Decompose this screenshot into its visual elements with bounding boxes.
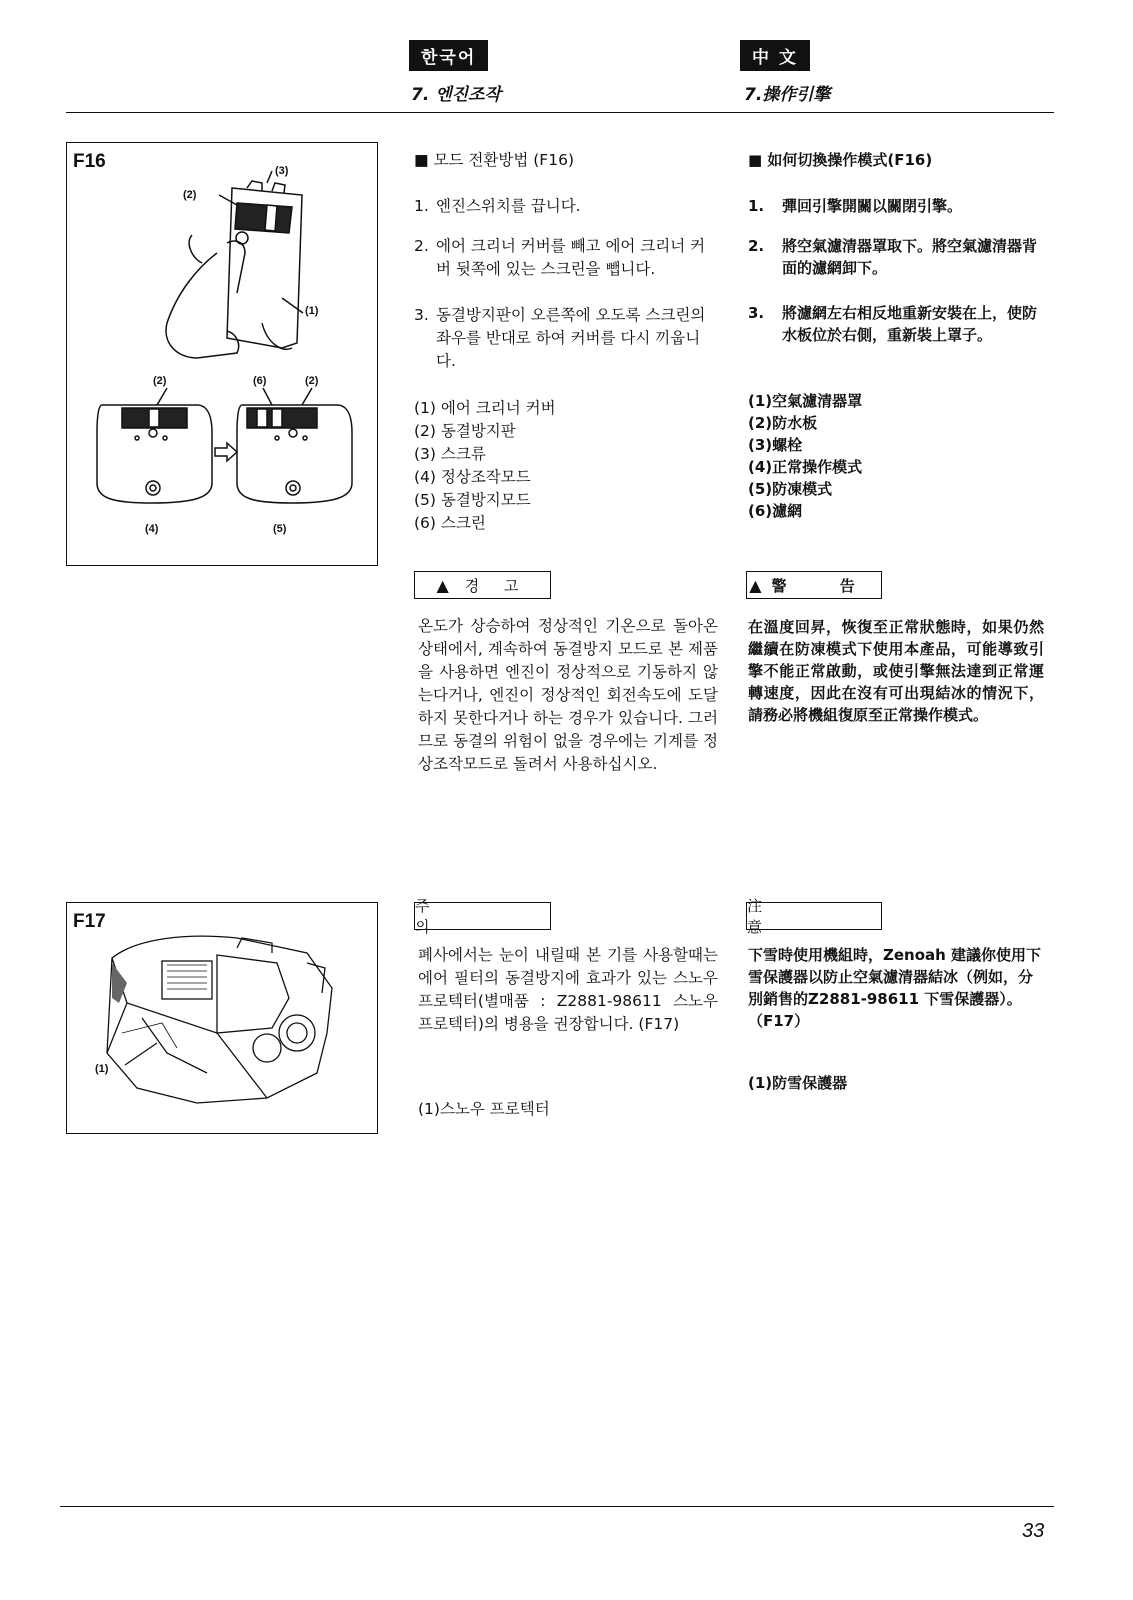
callout-1: (1): [305, 305, 319, 317]
figure-f17: [66, 902, 378, 1134]
step-korean-1: 1. 엔진스위치를 끕니다.: [414, 197, 581, 215]
heading-korean: ■ 모드 전환방법 (F16): [414, 151, 574, 169]
step-chinese-3: 3. 將濾網左右相反地重新安裝在上，使防水板位於右側，重新裝上罩子。: [748, 304, 1038, 344]
warning-text-chinese: 在溫度回昇，恢復至正常狀態時，如果仍然繼續在防凍模式下使用本產品，可能導致引擎不能正常啟動，或使引擎無法達到正常運轉速度，因此在沒有可出現結冰的情況下，請務必將機組復原至正常操作模式。: [748, 618, 1044, 724]
list-item: (2)防水板: [748, 414, 818, 432]
list-item: (5) 동결방지모드: [414, 491, 531, 509]
list-item: (3) 스크류: [414, 445, 486, 463]
caution-title: 주 의: [415, 897, 470, 936]
list-item: (6) 스크린: [414, 514, 486, 532]
step-chinese-2: 2. 將空氣濾清器罩取下。將空氣濾清器背面的濾網卸下。: [748, 237, 1038, 277]
list-item: (4)正常操作模式: [748, 458, 863, 476]
air-cleaner-illustration: [67, 143, 376, 564]
warning-box-korean: [414, 571, 551, 599]
callout-4: (4): [145, 523, 159, 535]
heading-chinese: ■ 如何切換操作模式(F16): [748, 151, 933, 169]
callout-2: (2): [305, 375, 319, 387]
lang-tab-korean: 한국어: [409, 40, 488, 71]
callout-6: (6): [253, 375, 267, 387]
footer-rule: [60, 1506, 1054, 1507]
warning-icon: ▲: [749, 575, 762, 595]
mode-comparison-drawing: [97, 388, 352, 503]
list-item: (6)濾網: [748, 502, 803, 520]
caution-part-chinese: (1)防雪保護器: [748, 1074, 848, 1092]
warning-text-korean: 온도가 상승하여 정상적인 기온으로 돌아온 상태에서, 계속하여 동결방지 모드로 본 제품을 사용하면 엔진이 정상적으로 기동하지 않는다거나, 엔진이 정상적인 회전속도에 도달하지 못한다거나 하는 경우가 있습니다. 그러므로 동결의 위험이 없을 경우에는 기계를 정상조작모드로 돌려서 사용하십시오.: [418, 617, 718, 773]
snow-protector-illustration: [67, 903, 376, 1132]
section-title-korean: 7. 엔진조작: [411, 85, 501, 105]
warning-title: 경 고: [464, 576, 529, 595]
callout-2: (2): [153, 375, 167, 387]
page-number: 33: [1022, 1520, 1045, 1542]
warning-icon: ▲: [436, 575, 449, 595]
list-item: (4) 정상조작모드: [414, 468, 531, 486]
caution-box-chinese: [746, 897, 882, 936]
step-korean-2: 2. 에어 크리너 커버를 빼고 에어 크리너 커버 뒷쪽에 있는 스크린을 뺍니다.: [414, 237, 706, 278]
parts-list-korean: [414, 397, 556, 535]
section-title-chinese: 7.操作引擎: [744, 85, 831, 105]
list-item: (3)螺栓: [748, 436, 803, 454]
caution-part-korean: (1)스노우 프로텍터: [418, 1100, 550, 1118]
list-item: (1)空氣濾清器罩: [748, 392, 863, 410]
lang-tab-chinese: 中 文: [740, 40, 810, 71]
list-item: (2) 동결방지판: [414, 422, 516, 440]
callout-3: (3): [275, 165, 289, 177]
step-chinese-1: 1. 彈回引擎開關以關閉引擎。: [748, 197, 963, 215]
warning-box-chinese: [746, 571, 882, 599]
header-rule: [66, 112, 1054, 113]
figure-f16: [66, 142, 378, 566]
caution-text-chinese: 下雪時使用機組時，Zenoah 建議你使用下雪保護器以防止空氣濾清器結冰（例如，分別銷售的Z2881-98611 下雪保護器）。（F17）: [748, 946, 1042, 1030]
caution-box-korean: [414, 897, 551, 936]
list-item: (5)防凍模式: [748, 480, 833, 498]
callout-1: (1): [95, 1063, 109, 1075]
callout-5: (5): [273, 523, 287, 535]
warning-title: 警 告: [771, 576, 879, 595]
figure-label: F16: [73, 151, 106, 172]
parts-list-chinese: [748, 390, 862, 522]
caution-title: 注 意: [747, 897, 807, 936]
list-item: (1) 에어 크리너 커버: [414, 399, 556, 417]
step-korean-3: 3. 동결방지판이 오른쪽에 오도록 스크린의 좌우를 반대로 하여 커버를 다시 끼웁니다.: [414, 306, 706, 370]
callout-2: (2): [183, 189, 197, 201]
caution-text-korean: 폐사에서는 눈이 내릴때 본 기를 사용할때는 에어 필터의 동결방지에 효과가 있는 스노우 프로텍터(별매품 : Z2881-98611 스노우 프로텍터)의 병용을 권장합니다. (F17): [418, 946, 718, 1033]
figure-label: F17: [73, 911, 106, 932]
